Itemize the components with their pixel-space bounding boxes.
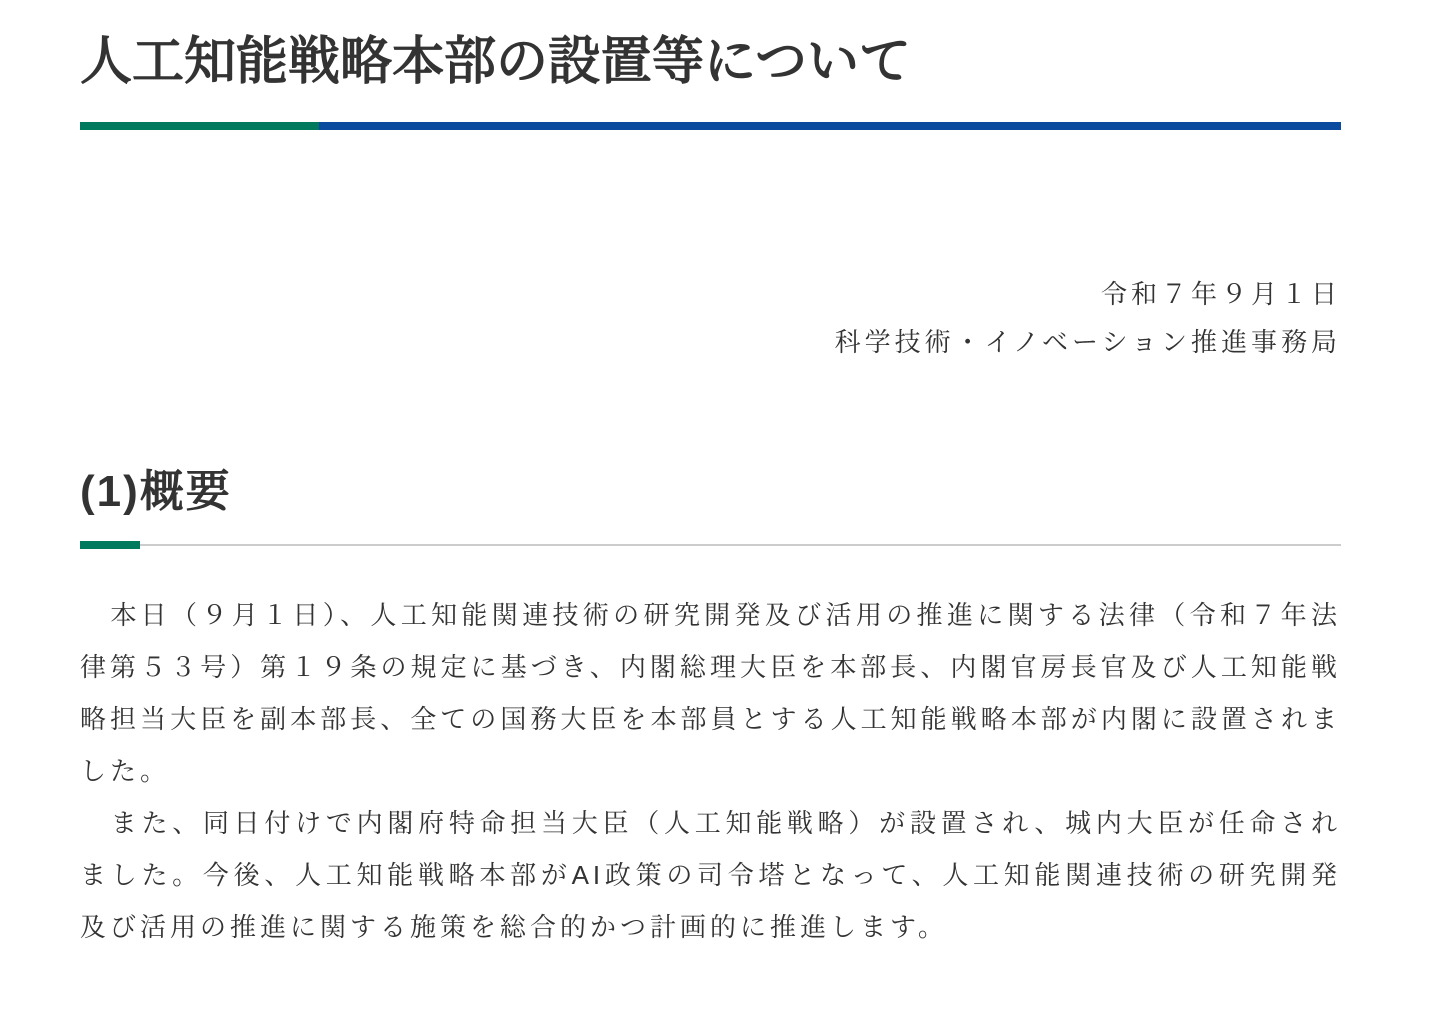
- section-heading-overview: (1)概要: [80, 467, 232, 516]
- title-divider-blue-segment: [319, 122, 1341, 130]
- body-paragraph-2: また、同日付けで内閣府特命担当大臣（人工知能戦略）が設置され、城内大臣が任命されました。今後、人工知能戦略本部がAI政策の司令塔となって、人工知能関連技術の研究開発及び活用の推進に関する施策を総合的かつ計画的に推進します。: [80, 808, 1341, 942]
- issuing-organization: 科学技術・イノベーション推進事務局: [834, 327, 1341, 357]
- section-divider: [80, 541, 1341, 549]
- title-divider-green-segment: [80, 122, 319, 130]
- publication-date: 令和７年９月１日: [1100, 279, 1341, 309]
- section-divider-line: [80, 544, 1341, 546]
- section-body: [80, 589, 1341, 953]
- page-title: 人工知能戦略本部の設置等について: [80, 33, 911, 91]
- section-divider-accent: [80, 541, 140, 549]
- document-meta: [80, 270, 1341, 366]
- title-divider: [80, 122, 1341, 130]
- body-paragraph-1: 本日（９月１日）、人工知能関連技術の研究開発及び活用の推進に関する法律（令和７年法律第５３号）第１９条の規定に基づき、内閣総理大臣を本部長、内閣官房長官及び人工知能戦略担当大臣を副本部長、全ての国務大臣を本部員とする人工知能戦略本部が内閣に設置されました。: [80, 600, 1341, 786]
